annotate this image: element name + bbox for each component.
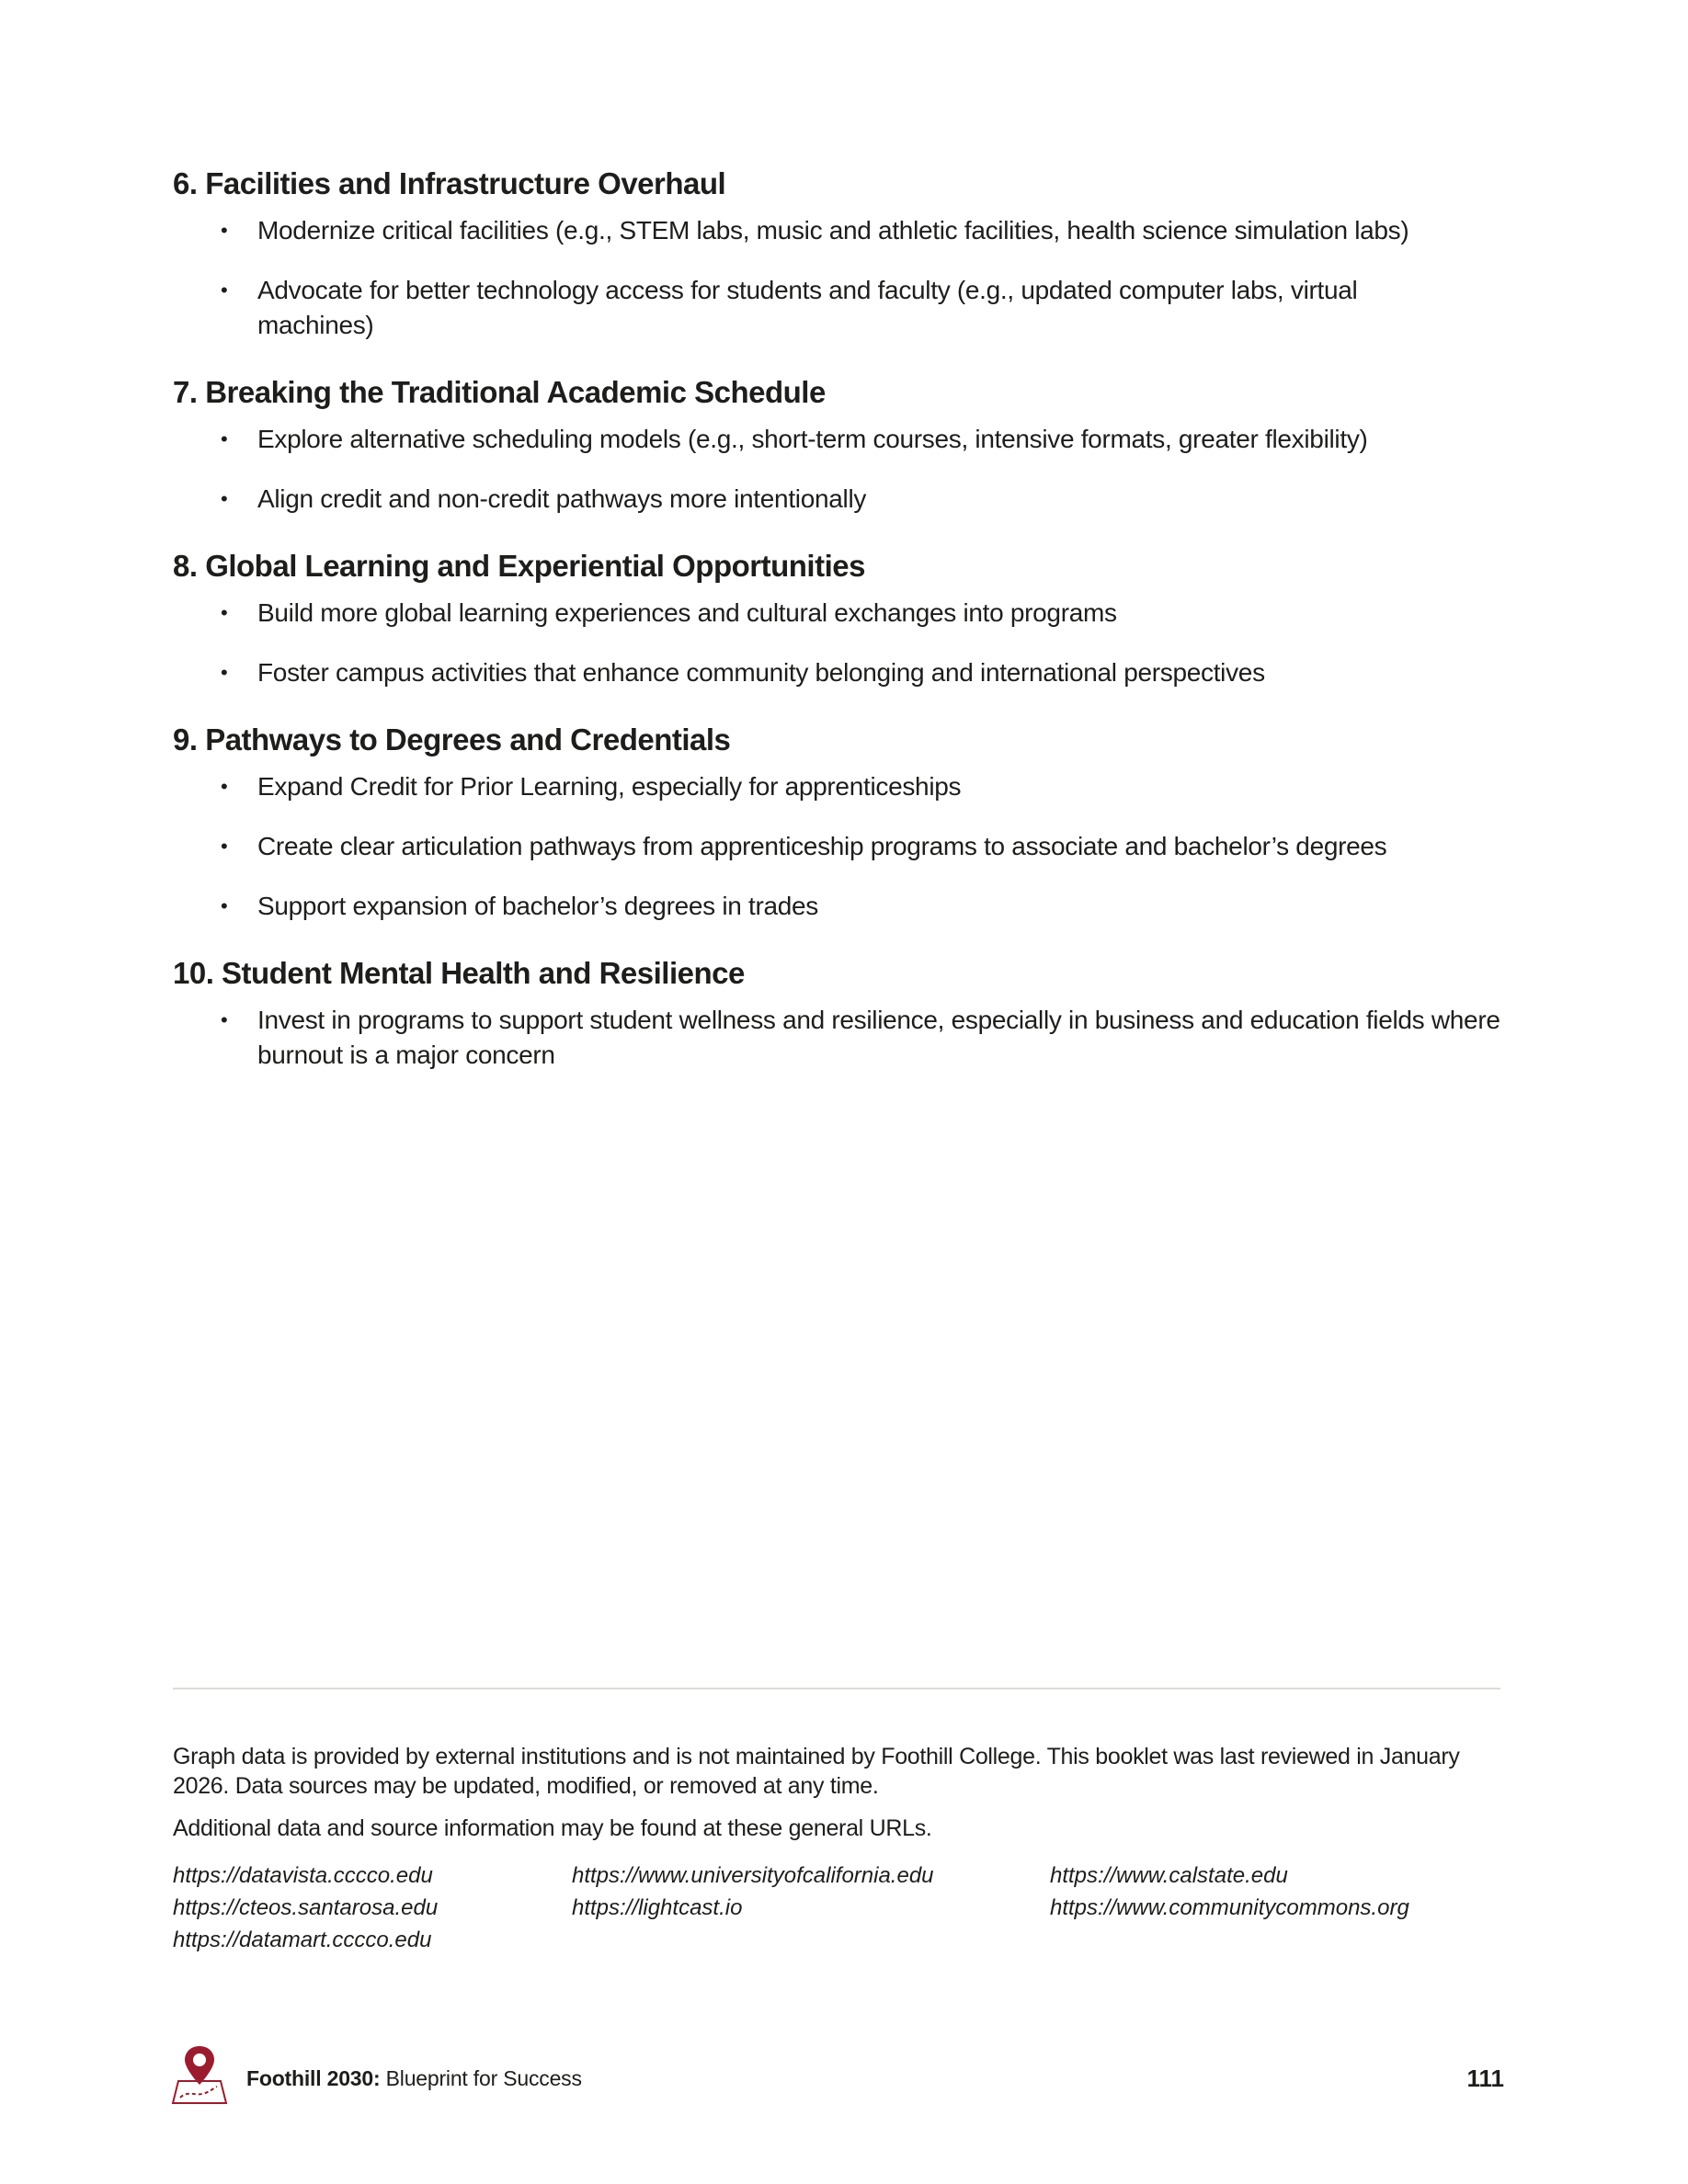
- section-facilities: [173, 164, 1515, 343]
- section-heading: 7. Breaking the Traditional Academic Schedule: [173, 375, 826, 409]
- bullet-icon: •: [221, 1008, 228, 1031]
- bullet-icon: •: [221, 487, 228, 510]
- source-link[interactable]: https://www.calstate.edu: [1050, 1863, 1288, 1888]
- source-link[interactable]: https://cteos.santarosa.edu: [173, 1895, 439, 1920]
- section-global-learning: [173, 546, 1515, 690]
- bullet-icon: •: [221, 279, 228, 301]
- source-link[interactable]: https://lightcast.io: [572, 1895, 743, 1920]
- list-item-text: Support expansion of bachelor’s degrees in trades: [257, 892, 819, 920]
- section-pathways: [173, 720, 1515, 924]
- bullet-icon: •: [221, 894, 228, 917]
- map-pin-icon: [171, 2042, 228, 2105]
- publication-title: [246, 2066, 582, 2091]
- section-heading: 6. Facilities and Infrastructure Overhaul: [173, 166, 726, 200]
- list-item-text: Create clear articulation pathways from apprenticeship programs to associate and bachelor’s degrees: [257, 832, 1387, 860]
- section-heading: 9. Pathways to Degrees and Credentials: [173, 722, 731, 756]
- data-disclaimer: [173, 1742, 1515, 1856]
- url-column-3: [1050, 1860, 1409, 1956]
- section-academic-schedule: [173, 372, 1515, 517]
- list-item: [173, 769, 1515, 804]
- list-item-text: Build more global learning experiences and cultural exchanges into programs: [257, 598, 1117, 627]
- list-item: [173, 213, 1515, 248]
- list-item-text: Modernize critical facilities (e.g., STEM labs, music and athletic facilities, health science simulation labs): [257, 216, 1409, 245]
- list-item-text: Invest in programs to support student wellness and resilience, especially in business and education fields where burnout is a major concern: [257, 1006, 1500, 1069]
- bullet-icon: •: [221, 775, 228, 798]
- publication-subtitle: Blueprint for Success: [380, 2066, 582, 2090]
- list-item: [173, 422, 1515, 457]
- source-link[interactable]: https://www.universityofcalifornia.edu: [572, 1863, 934, 1888]
- bullet-icon: •: [221, 835, 228, 858]
- list-item-text: Explore alternative scheduling models (e.g., short-term courses, intensive formats, greater flexibility): [257, 425, 1368, 453]
- list-item-text: Advocate for better technology access for students and faculty (e.g., updated computer labs, virtual machines): [257, 276, 1358, 339]
- list-item: [173, 829, 1515, 864]
- list-item: [173, 273, 1515, 343]
- list-item: [173, 482, 1515, 517]
- url-column-1: [173, 1860, 572, 1956]
- list-item: [173, 889, 1515, 924]
- bullet-list: [173, 1003, 1515, 1073]
- list-item: [173, 596, 1515, 631]
- page-number: 111: [1466, 2065, 1504, 2092]
- bullet-list: [173, 596, 1515, 690]
- source-link[interactable]: https://datavista.cccco.edu: [173, 1863, 433, 1888]
- source-link[interactable]: https://www.communitycommons.org: [1050, 1895, 1409, 1920]
- sources-intro: Additional data and source information may be found at these general URLs.: [173, 1815, 932, 1841]
- section-heading: 10. Student Mental Health and Resilience: [173, 956, 745, 990]
- page-footer: [171, 2042, 1504, 2107]
- section-mental-health: [173, 953, 1515, 1073]
- bullet-icon: •: [221, 661, 228, 684]
- footer-divider: [173, 1688, 1500, 1689]
- publication-title-bold: Foothill 2030:: [246, 2066, 381, 2090]
- bullet-icon: •: [221, 427, 228, 450]
- list-item-text: Foster campus activities that enhance community belonging and international perspectives: [257, 658, 1265, 687]
- list-item-text: Align credit and non-credit pathways more intentionally: [257, 484, 867, 513]
- bullet-list: [173, 422, 1515, 517]
- disclaimer-text: Graph data is provided by external institutions and is not maintained by Foothill College. This booklet was last reviewed in January 2026. Data sources may be updated, modified, or removed at any time.: [173, 1744, 1460, 1799]
- source-urls: [173, 1860, 1515, 1956]
- list-item: [173, 1003, 1515, 1073]
- bullet-icon: •: [221, 601, 228, 624]
- main-content: [173, 164, 1515, 1102]
- bullet-list: [173, 769, 1515, 924]
- bullet-icon: •: [221, 219, 228, 242]
- section-heading: 8. Global Learning and Experiential Opportunities: [173, 549, 865, 583]
- bullet-list: [173, 213, 1515, 343]
- url-column-2: [572, 1860, 1050, 1956]
- list-item-text: Expand Credit for Prior Learning, especially for apprenticeships: [257, 772, 962, 801]
- list-item: [173, 655, 1515, 690]
- source-link[interactable]: https://datamart.cccco.edu: [173, 1928, 432, 1952]
